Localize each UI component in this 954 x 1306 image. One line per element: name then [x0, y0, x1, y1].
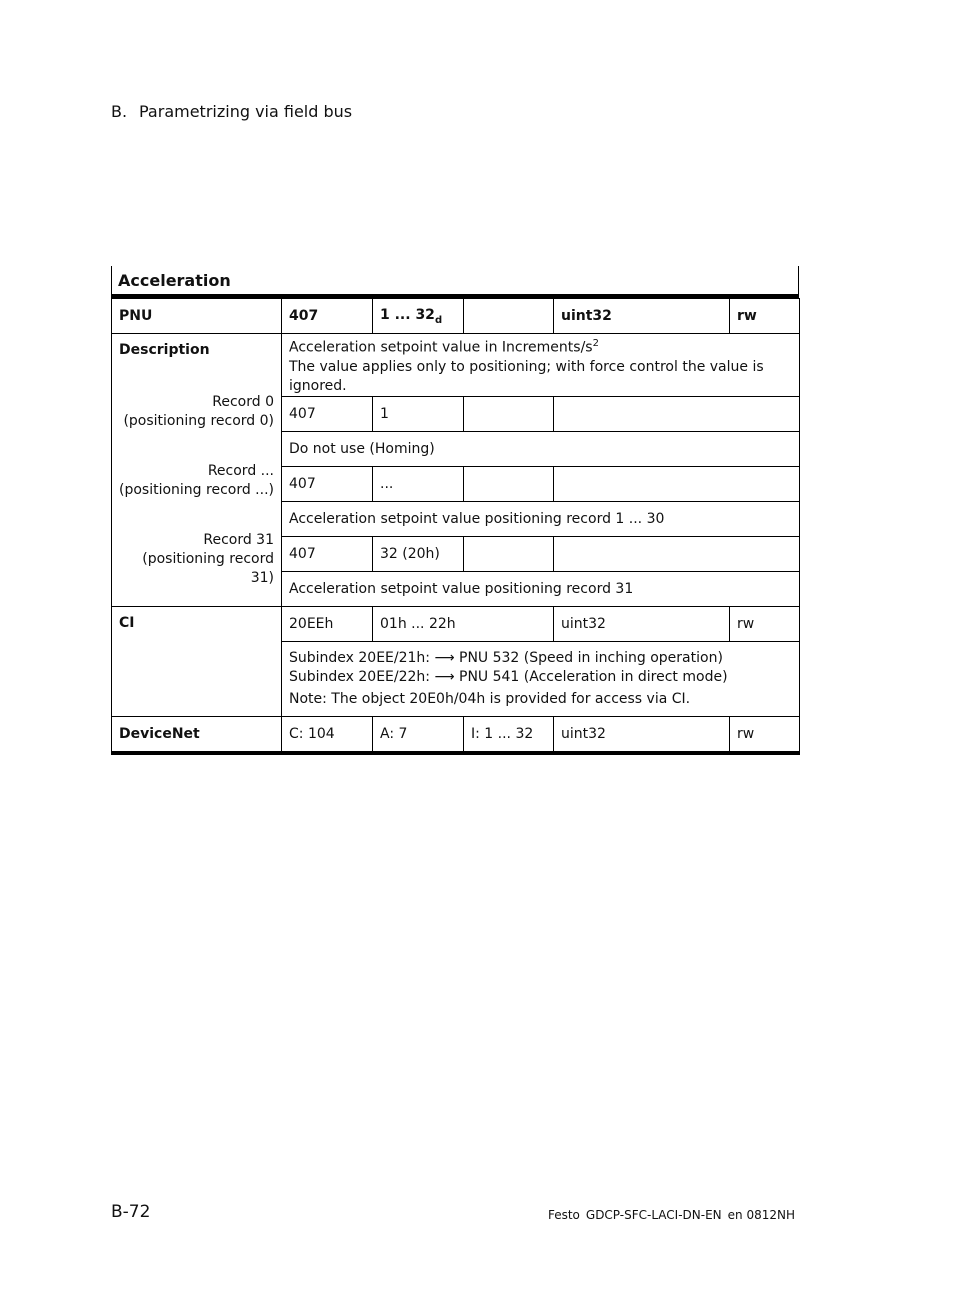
- table-title-row: [111, 266, 799, 298]
- record-mid-subindex: ...: [373, 466, 464, 501]
- record-mid-pnu: 407: [282, 466, 373, 501]
- record-mid-empty: [464, 466, 554, 501]
- ci-notes: [282, 641, 800, 716]
- document-info: [542, 1208, 795, 1222]
- ci-row: [112, 606, 800, 641]
- description-line2: The value applies only to positioning; with force control the value is ignored.: [289, 358, 764, 394]
- ci-datatype: uint32: [554, 606, 730, 641]
- record-0-empty: [464, 396, 554, 431]
- devicenet-class: C: 104: [282, 716, 373, 753]
- devicenet-access: rw: [730, 716, 800, 753]
- record-mid-subtitle: (positioning record ...): [119, 482, 274, 498]
- description-row: [112, 334, 800, 397]
- section-title: Parametrizing via field bus: [139, 102, 353, 121]
- table-title: Acceleration: [118, 271, 231, 290]
- description-line1: Acceleration setpoint value in Increments/s: [289, 339, 593, 356]
- record-31-pnu: 407: [282, 536, 373, 571]
- ci-subindex-range: 01h ... 22h: [373, 606, 554, 641]
- section-header: [111, 102, 352, 121]
- record-31-empty-wide: [554, 536, 800, 571]
- devicenet-label: DeviceNet: [112, 716, 282, 753]
- ci-index: 20EEh: [282, 606, 373, 641]
- pnu-subindex-range: [373, 299, 464, 334]
- record-31-subindex: 32 (20h): [373, 536, 464, 571]
- document-edition: en 0812NH: [727, 1208, 795, 1222]
- description-label-cell: [112, 334, 282, 607]
- ci-note-3: Note: The object 20E0h/04h is provided for access via CI.: [289, 690, 691, 707]
- ci-note-1: Subindex 20EE/21h: ⟶ PNU 532 (Speed in inching operation): [289, 649, 723, 666]
- devicenet-attribute: A: 7: [373, 716, 464, 753]
- record-mid-title: Record ...: [207, 463, 274, 479]
- record-0-empty-wide: [554, 396, 800, 431]
- company-name: Festo: [547, 1208, 580, 1222]
- parameter-table: [111, 266, 799, 755]
- devicenet-datatype: uint32: [554, 716, 730, 753]
- record-31-title: Record 31: [203, 532, 274, 548]
- description-exponent: 2: [592, 338, 599, 349]
- ci-note-2: Subindex 20EE/22h: ⟶ PNU 541 (Acceleration in direct mode): [289, 668, 728, 685]
- parameter-grid: [111, 298, 800, 755]
- document-id: GDCP-SFC-LACI-DN-EN: [585, 1208, 722, 1222]
- pnu-access: rw: [730, 299, 800, 334]
- page-number: B-72: [111, 1202, 151, 1222]
- pnu-number: 407: [282, 299, 373, 334]
- description-text: [282, 334, 800, 397]
- pnu-range-main: 1 ... 32: [380, 306, 435, 323]
- section-number: B.: [111, 102, 128, 121]
- record-mid-description: Acceleration setpoint value positioning record 1 ... 30: [282, 501, 800, 536]
- ci-label: CI: [112, 606, 282, 716]
- record-31-label: [119, 531, 274, 588]
- pnu-datatype: uint32: [554, 299, 730, 334]
- record-0-label: [119, 393, 274, 431]
- record-0-pnu: 407: [282, 396, 373, 431]
- record-0-subtitle: (positioning record 0): [123, 413, 274, 429]
- pnu-range-suffix: d: [434, 314, 443, 326]
- ci-access: rw: [730, 606, 800, 641]
- pnu-empty-cell: [464, 299, 554, 334]
- record-0-title: Record 0: [212, 394, 274, 410]
- record-31-subtitle: (positioning record 31): [142, 551, 274, 586]
- devicenet-instance: I: 1 ... 32: [464, 716, 554, 753]
- record-mid-empty-wide: [554, 466, 800, 501]
- description-label: Description: [119, 342, 210, 358]
- record-mid-label: [119, 462, 274, 500]
- pnu-label: PNU: [112, 299, 282, 334]
- record-31-empty: [464, 536, 554, 571]
- record-0-description: Do not use (Homing): [282, 431, 800, 466]
- record-31-description: Acceleration setpoint value positioning record 31: [282, 571, 800, 606]
- pnu-row: [112, 299, 800, 334]
- record-0-subindex: 1: [373, 396, 464, 431]
- devicenet-row: [112, 716, 800, 753]
